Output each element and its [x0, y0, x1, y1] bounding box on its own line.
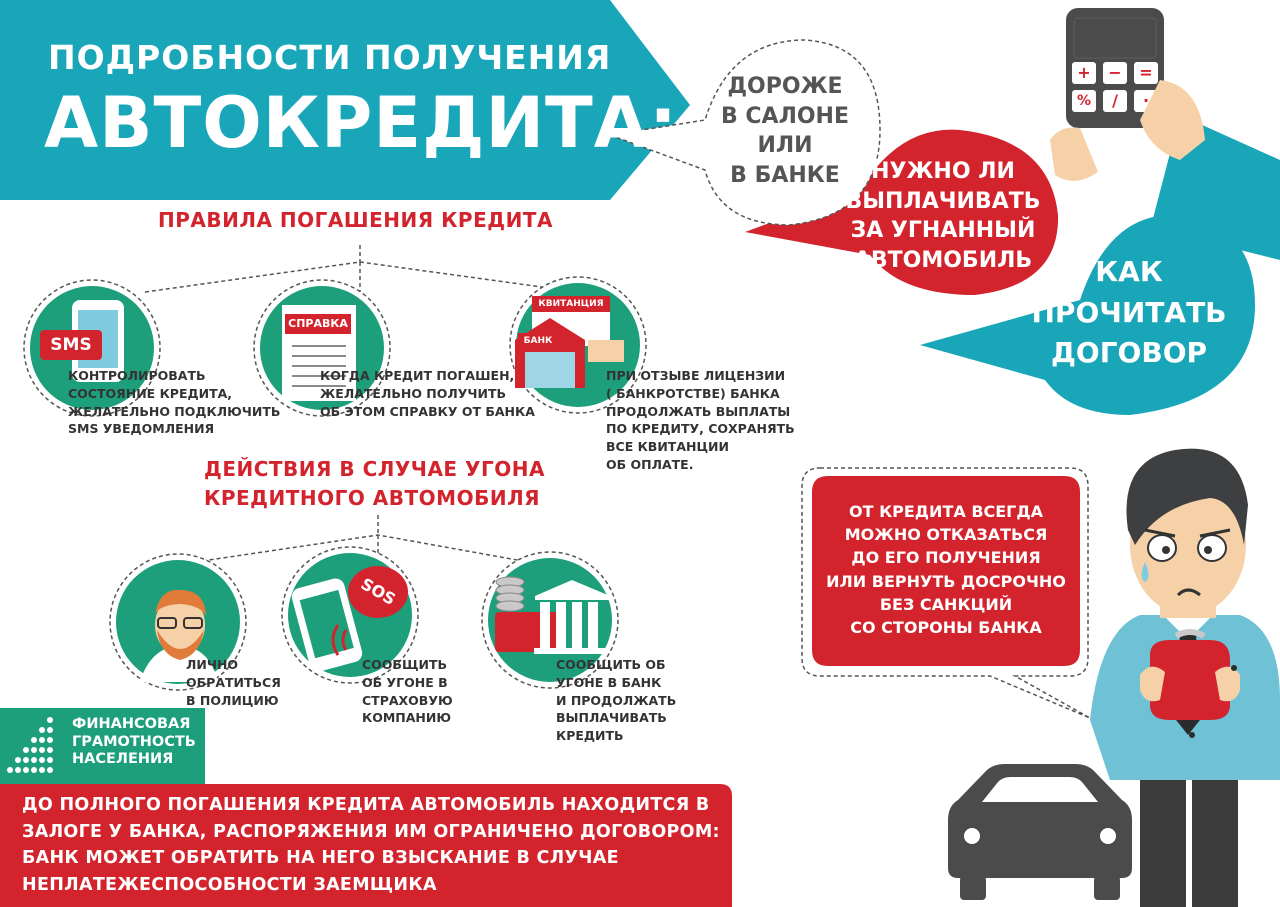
certificate-label: СПРАВКА: [288, 317, 348, 330]
header-subtitle: ПОДРОБНОСТИ ПОЛУЧЕНИЯ: [48, 38, 612, 77]
teal-bubble-text: КАК ПРОЧИТАТЬ ДОГОВОР: [1031, 255, 1227, 370]
calc-key-plus: +: [1077, 63, 1091, 82]
bottom-notice: ДО ПОЛНОГО ПОГАШЕНИЯ КРЕДИТА АВТОМОБИЛЬ НАХОДИТСЯ В ЗАЛОГЕ У БАНКА, РАСПОРЯЖЕНИЯ ИМ ОГРАНИЧЕНО ДОГОВОРОМ: БАНК МОЖЕТ ОБРАТИТЬ НА НЕГО ВЗЫСКАНИЕ В СЛУЧАЕ НЕПЛАТЕЖЕСПОСОБНОСТИ ЗАЕМЩИКА: [22, 795, 720, 895]
rules-connector: [145, 245, 578, 292]
car-icon: [948, 764, 1132, 900]
calc-key-percent: %: [1076, 93, 1092, 109]
rule-sms-caption: КОНТРОЛИРОВАТЬ СОСТОЯНИЕ КРЕДИТА, ЖЕЛАТЕЛЬНО ПОДКЛЮЧИТЬ SMS УВЕДОМЛЕНИЯ: [68, 368, 281, 437]
header-title: АВТОКРЕДИТА:: [44, 82, 678, 164]
theft-bank-caption: СООБЩИТЬ ОБ УГОНЕ В БАНК И ПРОДОЛЖАТЬ ВЫПЛАЧИВАТЬ КРЕДИТЬ: [556, 657, 677, 743]
bank-label: БАНК: [523, 336, 553, 346]
sos-label: SOS: [357, 574, 399, 609]
rules-heading: ПРАВИЛА ПОГАШЕНИЯ КРЕДИТА: [158, 208, 553, 232]
receipt-label: КВИТАНЦИЯ: [538, 299, 604, 309]
calc-key-divide: /: [1112, 91, 1118, 110]
rule-bank-caption: ПРИ ОТЗЫВЕ ЛИЦЕНЗИИ ( БАНКРОТСТВЕ) БАНКА ПРОДОЛЖАТЬ ВЫПЛАТЫ ПО КРЕДИТУ, СОХРАНЯТЬ ВСЕ КВИТАНЦИИ ОБ ОПЛАТЕ.: [606, 368, 795, 472]
speech-text: ОТ КРЕДИТА ВСЕГДА МОЖНО ОТКАЗАТЬСЯ ДО ЕГО ПОЛУЧЕНИЯ ИЛИ ВЕРНУТЬ ДОСРОЧНО БЕЗ САНКЦИЙ СО СТОРОНЫ БАНКА: [826, 502, 1066, 637]
red-bubble-text: НУЖНО ЛИ ВЫПЛАЧИВАТЬ ЗА УГНАННЫЙ АВТОМОБИЛЬ: [845, 159, 1041, 274]
theft-police-caption: ЛИЧНО ОБРАТИТЬСЯ В ПОЛИЦИЮ: [186, 657, 281, 708]
calc-key-minus: −: [1108, 63, 1122, 82]
calc-key-equals: =: [1139, 63, 1153, 82]
calc-key-dot: ·: [1142, 91, 1150, 110]
coins-icon: [496, 577, 524, 611]
white-bubble-text: ДОРОЖЕ В САЛОНЕ ИЛИ В БАНКЕ: [720, 74, 849, 189]
theft-heading: ДЕЙСТВИЯ В СЛУЧАЕ УГОНА КРЕДИТНОГО АВТОМОБИЛЯ: [204, 457, 545, 510]
brand-name: ФИНАНСОВАЯ ГРАМОТНОСТЬ НАСЕЛЕНИЯ: [72, 716, 196, 768]
sms-label: SMS: [50, 335, 92, 355]
rule-certificate-caption: КОГДА КРЕДИТ ПОГАШЕН, ЖЕЛАТЕЛЬНО ПОЛУЧИТЬ ОБ ЭТОМ СПРАВКУ ОТ БАНКА: [320, 368, 535, 419]
theft-insurance-caption: СООБЩИТЬ ОБ УГОНЕ В СТРАХОВУЮ КОМПАНИЮ: [362, 657, 453, 726]
